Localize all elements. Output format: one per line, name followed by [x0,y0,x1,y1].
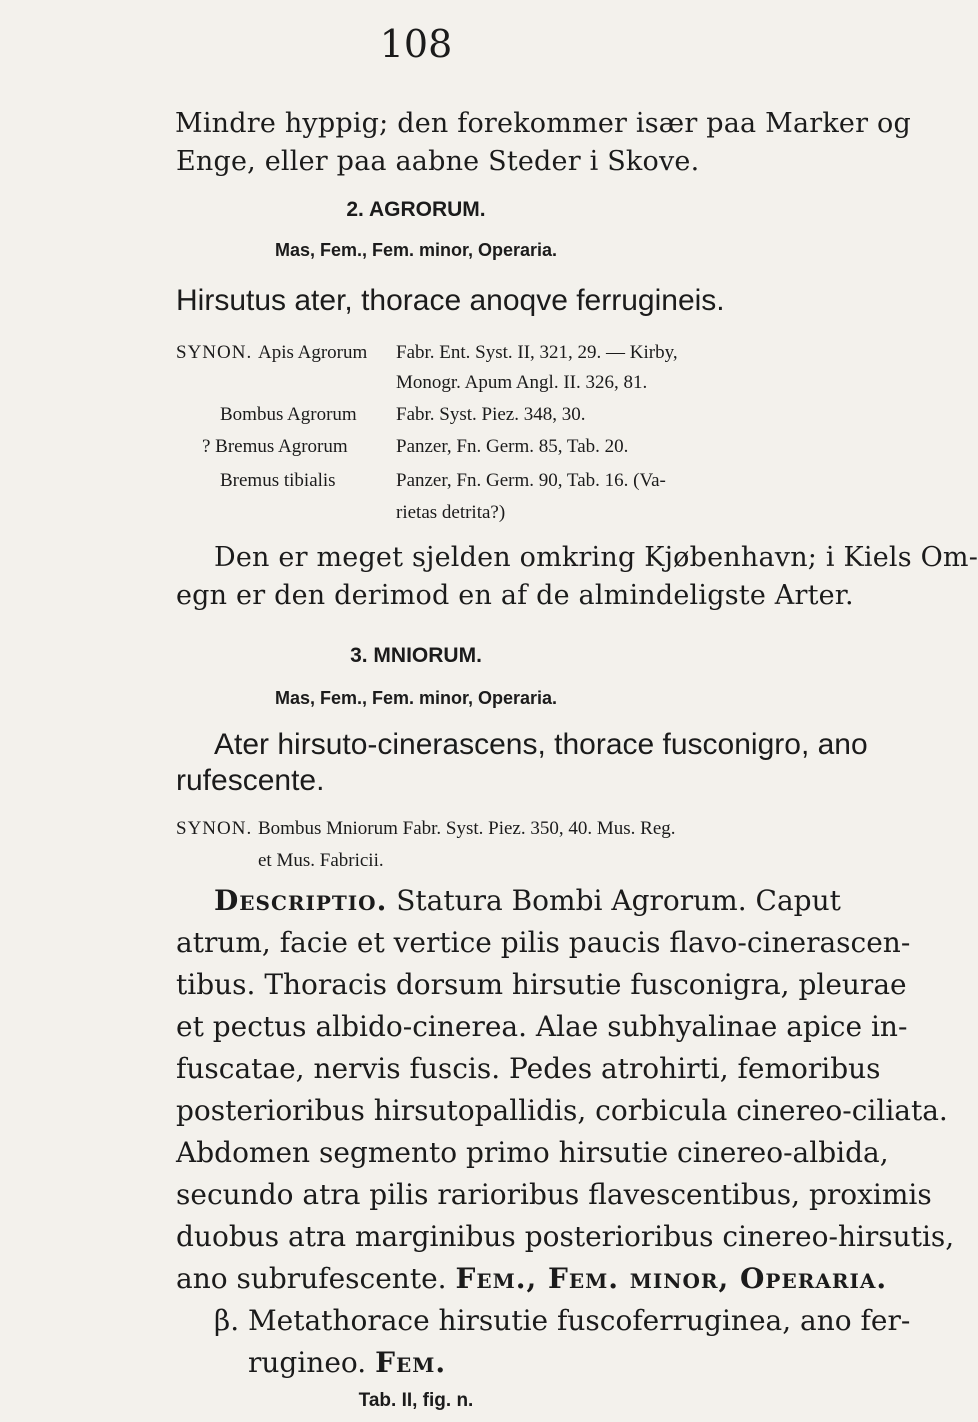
description-line-1: Statura Bombi Agrorum. Caput [396,884,841,917]
diagnosis-mniorum-line-2: rufescente. [176,764,325,797]
synonym-line: Bombus Mniorum Fabr. Syst. Piez. 350, 40. Mus. Reg. [258,818,676,839]
synonym-line: et Mus. Fabricii. [258,850,384,871]
beta-line-1: Metathorace hirsutie fuscoferruginea, ano fer- [248,1304,911,1337]
description-line-8: secundo atra pilis rarioribus flavescentibus, proximis [176,1178,932,1211]
synonym-ref: Panzer, Fn. Germ. 85, Tab. 20. [396,436,629,457]
description-line-3: tibus. Thoracis dorsum hirsutie fusconigra, pleurae [176,968,907,1001]
description-line-5: fuscatae, nervis fuscis. Pedes atrohirti, femoribus [176,1052,881,1085]
diagnosis-agrorum: Hirsutus ater, thorace anoqve ferrugineis. [176,284,725,317]
synonym-name: Bremus tibialis [220,470,336,491]
tab-reference: Tab. II, fig. n. [358,1390,474,1411]
synonym-ref-cont: Monogr. Apum Angl. II. 326, 81. [396,372,648,393]
note-line-2: egn er den derimod en af de almindeligste Arter. [176,580,854,611]
beta-label: β. [214,1304,240,1337]
intro-line-1: Mindre hyppig; den forekommer især paa Marker og [175,108,911,139]
species-heading-agrorum: 2. AGRORUM. [346,198,486,221]
synonym-ref: Fabr. Syst. Piez. 348, 30. [396,404,586,425]
description-castes: Fem., Fem. minor, Operaria. [455,1262,888,1295]
description-line-4: et pectus albido-cinerea. Alae subhyalinae apice in- [176,1010,908,1043]
synonym-ref-cont: rietas detrita?) [396,502,506,523]
diagnosis-mniorum-line-1: Ater hirsuto-cinerascens, thorace fusconigro, ano [214,728,868,761]
synonym-ref: Panzer, Fn. Germ. 90, Tab. 16. (Va- [396,470,666,491]
synonym-ref: Fabr. Ent. Syst. II, 321, 29. — Kirby, [396,342,678,363]
synonym-name: Bombus Agrorum [220,404,357,425]
beta-caste: Fem. [375,1346,447,1379]
description-line-2: atrum, facie et vertice pilis paucis flavo-cinerascen- [176,926,911,959]
note-line-1: Den er meget sjelden omkring Kjøbenhavn; i Kiels Om- [214,542,978,573]
description-label: Descriptio. [214,884,388,917]
species-heading-mniorum: 3. MNIORUM. [350,644,482,667]
castes-mniorum: Mas, Fem., Fem. minor, Operaria. [274,688,558,708]
description-line-7: Abdomen segmento primo hirsutie cinereo-albida, [176,1136,889,1169]
synonym-name: Apis Agrorum [258,342,368,363]
beta-line-2: rugineo. [248,1346,367,1379]
synonym-name: ? Bremus Agrorum [202,436,348,457]
castes-agrorum: Mas, Fem., Fem. minor, Operaria. [274,240,558,260]
synon-label-mniorum: SYNON. [176,818,253,839]
description-line-10: ano subrufescente. [176,1262,447,1295]
page-number: 108 [379,22,453,66]
description-line-6: posterioribus hirsutopallidis, corbicula cinereo-ciliata. [176,1094,948,1127]
synon-label-agrorum: SYNON. [176,342,253,363]
description-line-9: duobus atra marginibus posterioribus cinereo-hirsutis, [176,1220,955,1253]
intro-line-2: Enge, eller paa aabne Steder i Skove. [176,146,700,177]
